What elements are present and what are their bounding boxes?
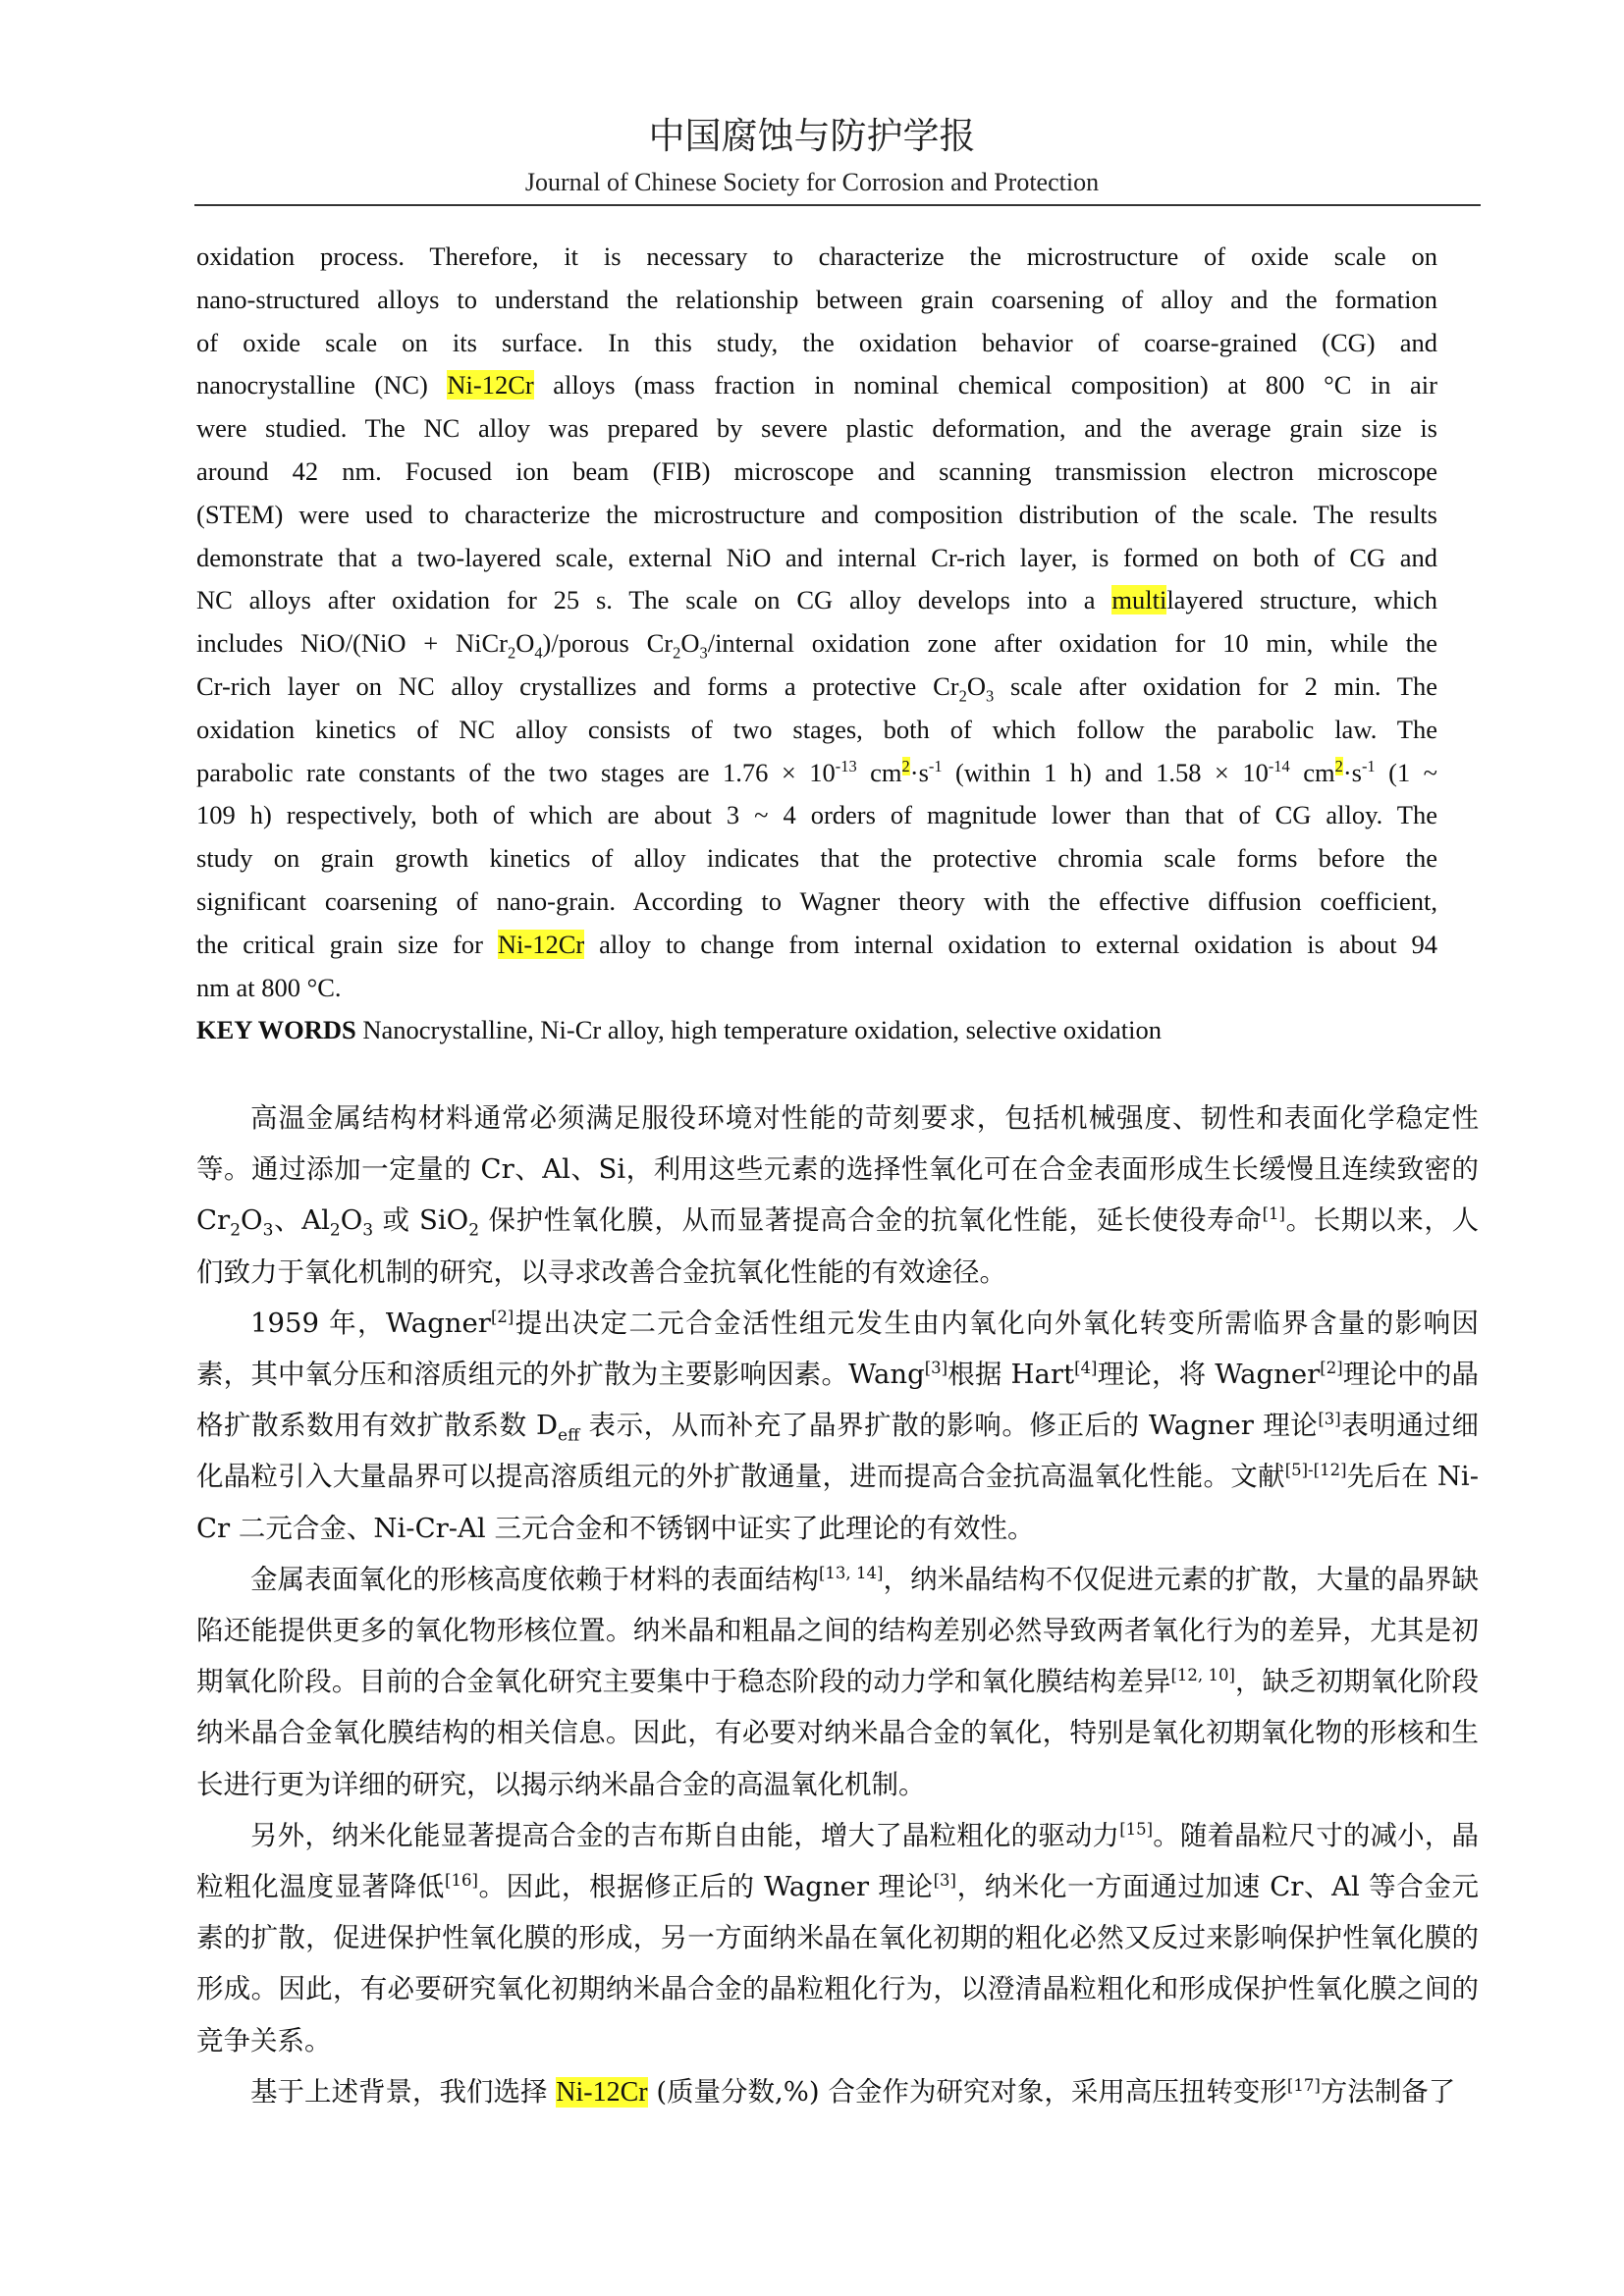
abstract-line: NC alloys after oxidation for 25 s. The scale on CG alloy develops into a multilayered structure, which — [196, 585, 1437, 615]
citation: [3] — [924, 1358, 948, 1377]
body-paragraph: 金属表面氧化的形核高度依赖于材料的表面结构[13, 14]，纳米晶结构不仅促进元素的扩散，大量的晶界缺陷还能提供更多的氧化物形核位置。纳米晶和粗晶之间的结构差别必然导致两者氧化行为的差异，尤其是初期氧化阶段。目前的合金氧化研究主要集中于稳态阶段的动力学和氧化膜结构差异[12, 10]，缺乏初期氧化阶段纳米晶合金氧化膜结构的相关信息。因此，有必要对纳米晶合金的氧化，特别是氧化初期氧化物的形核和生长进行更为详细的研究，以揭示纳米晶合金的高温氧化机制。 — [196, 1563, 1480, 1800]
citation: [3] — [933, 1870, 956, 1890]
citation: [15] — [1119, 1819, 1154, 1839]
citation: [5]-[12] — [1284, 1461, 1347, 1480]
citation: [2] — [490, 1307, 514, 1326]
abstract-line: of oxide scale on its surface. In this study, the oxidation behavior of coarse-grained (CG) and — [196, 327, 1437, 357]
journal-title-en: Journal of Chinese Society for Corrosion and Protection — [524, 168, 1100, 196]
header-divider — [194, 204, 1481, 206]
abstract-line: 109 h) respectively, both of which are about 3 ~ 4 orders of magnitude lower than that of CG alloy. The — [196, 800, 1437, 830]
citation: [16] — [445, 1870, 478, 1890]
highlight-ni12cr: Ni-12Cr — [497, 929, 585, 959]
keywords-text: Nanocrystalline, Ni-Cr alloy, high temperature oxidation, selective oxidation — [355, 1015, 1163, 1045]
highlight-ni12cr: Ni-12Cr — [556, 2076, 648, 2108]
abstract-line: nanocrystalline (NC) Ni-12Cr alloys (mass fraction in nominal chemical composition) at 800 °C in air — [196, 370, 1437, 400]
chinese-body-text — [196, 1093, 1479, 2118]
abstract-line: includes $NiO/(NiO + NiCr_2O_4)$/porous $Cr_2O_3$/internal oxidation zone after oxidation for 10 min, while the — [196, 628, 1437, 663]
abstract-line: nano-structured alloys to understand the relationship between grain coarsening of alloy and the formation — [196, 284, 1437, 314]
abstract-line: (STEM) were used to characterize the microstructure and composition distribution of the scale. The results — [196, 499, 1437, 529]
body-paragraph: 基于上述背景，我们选择 Ni-12Cr (质量分数,%) 合金作为研究对象，采用高压扭转变形[17]方法制备了 — [250, 2075, 1456, 2108]
abstract-line: oxidation kinetics of NC alloy consists of two stages, both of which follow the parabolic law. The — [196, 714, 1437, 744]
abstract-line: the critical grain size for Ni-12Cr alloy to change from internal oxidation to external oxidation is about 94 — [196, 929, 1438, 959]
citation: [2] — [1320, 1358, 1343, 1377]
keywords-label: KEY WORDS — [196, 1015, 356, 1045]
abstract-line: around 42 nm. Focused ion beam (FIB) microscope and scanning transmission electron microscope — [196, 455, 1437, 486]
english-abstract — [196, 236, 1437, 1052]
abstract-line: parabolic rate constants of the two stages are $1.76 \times 10^{-13}$ $cm^2\cdot s^{-1}$ (within 1 h) and $1.58 \times 10^{-14}$ $cm^2\cdot s^{-1}$ (1 ~ — [196, 756, 1437, 787]
abstract-line: study on grain growth kinetics of alloy indicates that the protective chromia scale forms before the — [196, 843, 1437, 874]
citation: [12, 10] — [1170, 1666, 1235, 1685]
abstract-line: were studied. The NC alloy was prepared by severe plastic deformation, and the average grain size is — [196, 413, 1437, 444]
abstract-line: demonstrate that a two-layered scale, external NiO and internal Cr-rich layer, is formed on both of CG and — [196, 542, 1437, 572]
citation: [4] — [1074, 1358, 1098, 1377]
highlight-ni12cr: Ni-12Cr — [447, 370, 534, 400]
abstract-line: significant coarsening of nano-grain. According to Wagner theory with the effective diffusion coefficient, — [196, 885, 1437, 916]
citation: [1] — [1262, 1204, 1285, 1224]
abstract-line: oxidation process. Therefore, it is necessary to characterize the microstructure of oxide scale on — [196, 241, 1437, 271]
abstract-line: nm at 800 °C. — [196, 972, 342, 1002]
body-paragraph: 另外，纳米化能显著提高合金的吉布斯自由能，增大了晶粒粗化的驱动力[15]。随着晶粒尺寸的减小，晶粒粗化温度显著降低[16]。因此，根据修正后的 Wagner 理论[3]，纳米化一方面通过加速 Cr、Al 等合金元素的扩散，促进保护性氧化膜的形成，另一方面纳米晶在氧化初期的粗化必然又反过来影响保护性氧化膜的形成。因此，有必要研究氧化初期纳米晶合金的晶粒粗化行为，以澄清晶粒粗化和形成保护性氧化膜之间的竞争关系。 — [196, 1819, 1480, 2056]
citation: [17] — [1286, 2075, 1321, 2095]
citation: [13, 14] — [819, 1563, 884, 1582]
journal-title-cn: 中国腐蚀与防护学报 — [648, 115, 976, 157]
abstract-line: Cr-rich layer on NC alloy crystallizes and forms a protective $Cr_2O_3$ scale after oxidation for 2 min. The — [196, 670, 1437, 706]
keywords-line — [196, 1009, 1437, 1052]
citation: [3] — [1318, 1410, 1341, 1429]
highlight-multi: multi — [1111, 585, 1167, 615]
body-paragraph: 高温金属结构材料通常必须满足服役环境对性能的苛刻要求，包括机械强度、韧性和表面化学稳定性等。通过添加一定量的 Cr、Al、Si，利用这些元素的选择性氧化可在合金表面形成生长缓慢且连续致密的 $Cr_2O_3$、$Al_2O_3$ 或 SiO$_2$ 保护性氧化膜，从而显著提高合金的抗氧化性能，延长使役寿命[1]。长期以来，人们致力于氧化机制的研究，以寻求改善合金抗氧化性能的有效途径。 — [196, 1102, 1480, 1288]
body-paragraph: 1959 年，Wagner[2]提出决定二元合金活性组元发生由内氧化向外氧化转变所需临界含量的影响因素，其中氧分压和溶质组元的外扩散为主要影响因素。Wang[3]根据 Hart[4]理论，将 Wagner[2]理论中的晶格扩散系数用有效扩散系数 $D_{eff}$ 表示，从而补充了晶界扩散的影响。修正后的 Wagner 理论[3]表明通过细化晶粒引入大量晶界可以提高溶质组元的外扩散通量，进而提高合金抗高温氧化性能。文献[5]-[12]先后在 Ni-Cr 二元合金、Ni-Cr-Al 三元合金和不锈钢中证实了此理论的有效性。 — [196, 1307, 1480, 1544]
